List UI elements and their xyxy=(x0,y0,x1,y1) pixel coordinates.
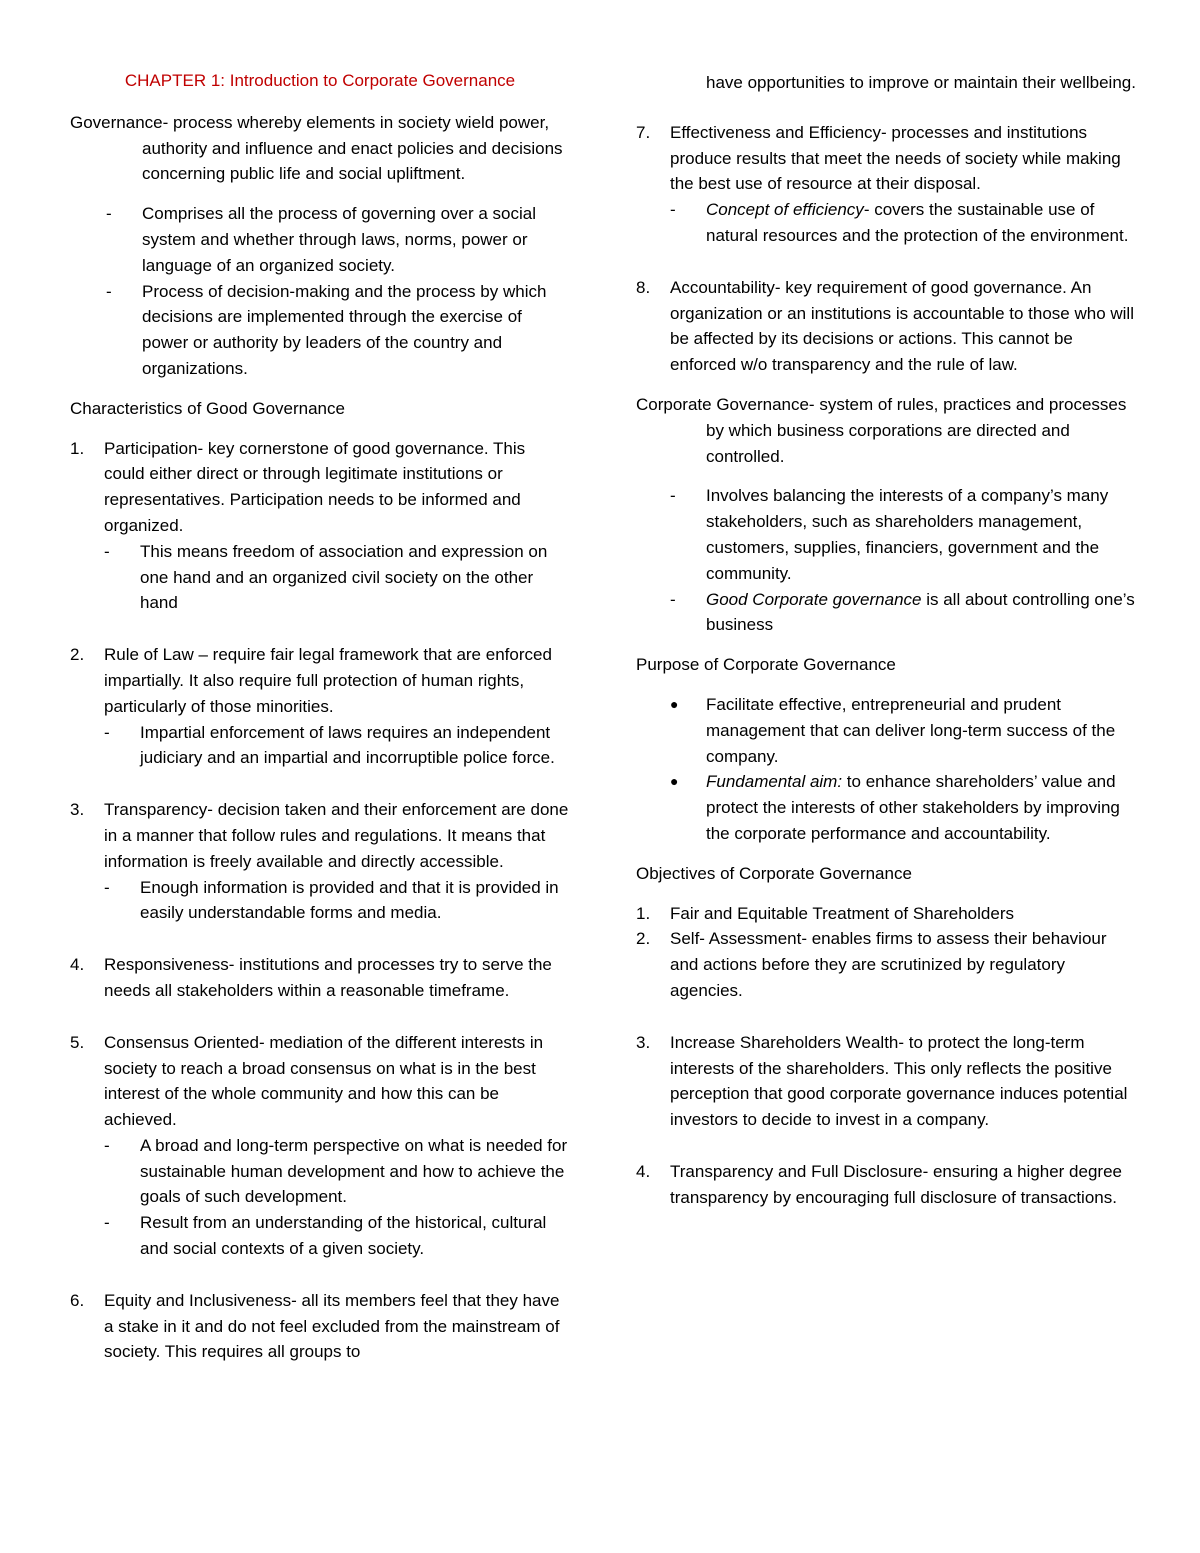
item-number: 8. xyxy=(636,277,651,297)
purpose-heading: Purpose of Corporate Governance xyxy=(636,655,896,675)
corporate-governance-point-2: - Good Corporate governance is all about controlling one’s business xyxy=(670,589,1135,635)
item-number: 6. xyxy=(70,1290,85,1310)
objective-item-4: 4. Transparency and Full Disclosure- ensuring a higher degree transparency by encouraging full disclosure of transactions. xyxy=(636,1161,1122,1207)
item-text: Consensus Oriented- mediation of the different interests in society to reach a broad consensus on what is in the best interest of the whole community and how this can be achieved. xyxy=(104,1032,544,1130)
item-number: 4. xyxy=(70,955,85,975)
corporate-governance-definition: Corporate Governance- system of rules, practices and processes by which business corporations are directed and controlled. xyxy=(636,394,1127,466)
characteristic-item-2 xyxy=(70,642,570,771)
objectives-heading: Objectives of Corporate Governance xyxy=(636,863,912,883)
characteristic-item-4 xyxy=(70,952,570,1004)
bullet-icon: ● xyxy=(670,773,679,790)
purpose-bullet-1: ● Facilitate effective, entrepreneurial and prudent management that can deliver long-term success of the company. xyxy=(636,692,1136,769)
item-text: Equity and Inclusiveness- all its members feel that they have a stake in it and do not feel excluded from the mainstream of society. This requires all groups to xyxy=(104,1290,560,1362)
characteristic-item-5 xyxy=(70,1030,570,1262)
governance-point-1: - Comprises all the process of governing over a social system and whether through laws, norms, power or language of an organized society. xyxy=(106,201,570,278)
characteristic-item-3 xyxy=(70,797,570,926)
item-subpoint: - A broad and long-term perspective on what is needed for sustainable human development and how to achieve the goals of such development. xyxy=(104,1135,568,1207)
purpose-bullet-2: ● Fundamental aim: to enhance shareholders’ value and protect the interests of other stakeholders by improving the corporate performance and accountability. xyxy=(636,769,1136,846)
dash-marker: - xyxy=(106,281,112,301)
item-subpoint: - Impartial enforcement of laws requires an independent judiciary and an impartial and incorruptible police force. xyxy=(104,722,555,768)
bullet-icon: ● xyxy=(670,695,679,712)
objective-item-1: 1. Fair and Equitable Treatment of Shareholders xyxy=(636,903,1014,923)
item-subpoint: - Result from an understanding of the historical, cultural and social contexts of a given society. xyxy=(104,1213,547,1259)
characteristic-item-8 xyxy=(636,275,1136,378)
item-text: Responsiveness- institutions and processes try to serve the needs all stakeholders within a reasonable timeframe. xyxy=(104,955,552,1000)
item-number: 3. xyxy=(70,800,85,820)
characteristic-item-6 xyxy=(70,1288,570,1365)
item-text: Participation- key cornerstone of good governance. This could either direct or through legitimate institutions or representatives. Participation needs to be informed and organized. xyxy=(104,438,526,535)
item-6-continuation: have opportunities to improve or maintain their wellbeing. xyxy=(706,73,1136,92)
item-text: Accountability- key requirement of good governance. An organization or an institutions is accountable to those who will be affected by its decisions or actions. This cannot be enforced w/o transparency and the rule of law. xyxy=(670,277,1134,375)
item-text: Transparency- decision taken and their enforcement are done in a manner that follow rules and regulations. It means that information is freely available and directly accessible. xyxy=(104,800,569,871)
corporate-governance-point-1: - Involves balancing the interests of a company’s many stakeholders, such as shareholders management, customers, supplies, financiers, government and the community. xyxy=(670,486,1109,583)
page-title: CHAPTER 1: Introduction to Corporate Governance xyxy=(124,71,516,90)
characteristics-heading: Characteristics of Good Governance xyxy=(70,398,345,418)
objective-item-3: 3. Increase Shareholders Wealth- to protect the long-term interests of the shareholders. This only reflects the positive perception that good corporate governance induces potential investors to decide to invest in a company. xyxy=(636,1032,1128,1130)
characteristic-item-1 xyxy=(70,436,570,617)
item-number: 7. xyxy=(636,122,651,142)
right-column xyxy=(636,70,1136,1210)
item-number: 2. xyxy=(70,645,85,665)
item-subpoint: - This means freedom of association and expression on one hand and an organized civil society on the other hand xyxy=(104,541,548,613)
objective-item-2: 2. Self- Assessment- enables firms to assess their behaviour and actions before they are scrutinized by regulatory agencies. xyxy=(636,929,1107,1000)
characteristic-item-7 xyxy=(636,120,1136,249)
item-subpoint: - Concept of efficiency- covers the sustainable use of natural resources and the protection of the environment. xyxy=(670,200,1129,245)
governance-point-2: - Process of decision-making and the process by which decisions are implemented through the exercise of power or authority by leaders of the country and organizations. xyxy=(106,279,570,382)
item-text: Rule of Law – require fair legal framework that are enforced impartially. It also require full protection of human rights, particularly of those minorities. xyxy=(104,645,552,716)
dash-marker: - xyxy=(106,204,112,224)
governance-definition: Governance- process whereby elements in society wield power, authority and influence and enact policies and decisions concerning public life and social upliftment. xyxy=(70,112,563,184)
item-number: 5. xyxy=(70,1032,85,1052)
item-number: 1. xyxy=(70,438,85,458)
left-column xyxy=(70,68,570,1365)
item-text: Effectiveness and Efficiency- processes and institutions produce results that meet the needs of society while making the best use of resource at their disposal. xyxy=(670,122,1121,194)
item-subpoint: - Enough information is provided and that it is provided in easily understandable forms and media. xyxy=(104,877,559,923)
